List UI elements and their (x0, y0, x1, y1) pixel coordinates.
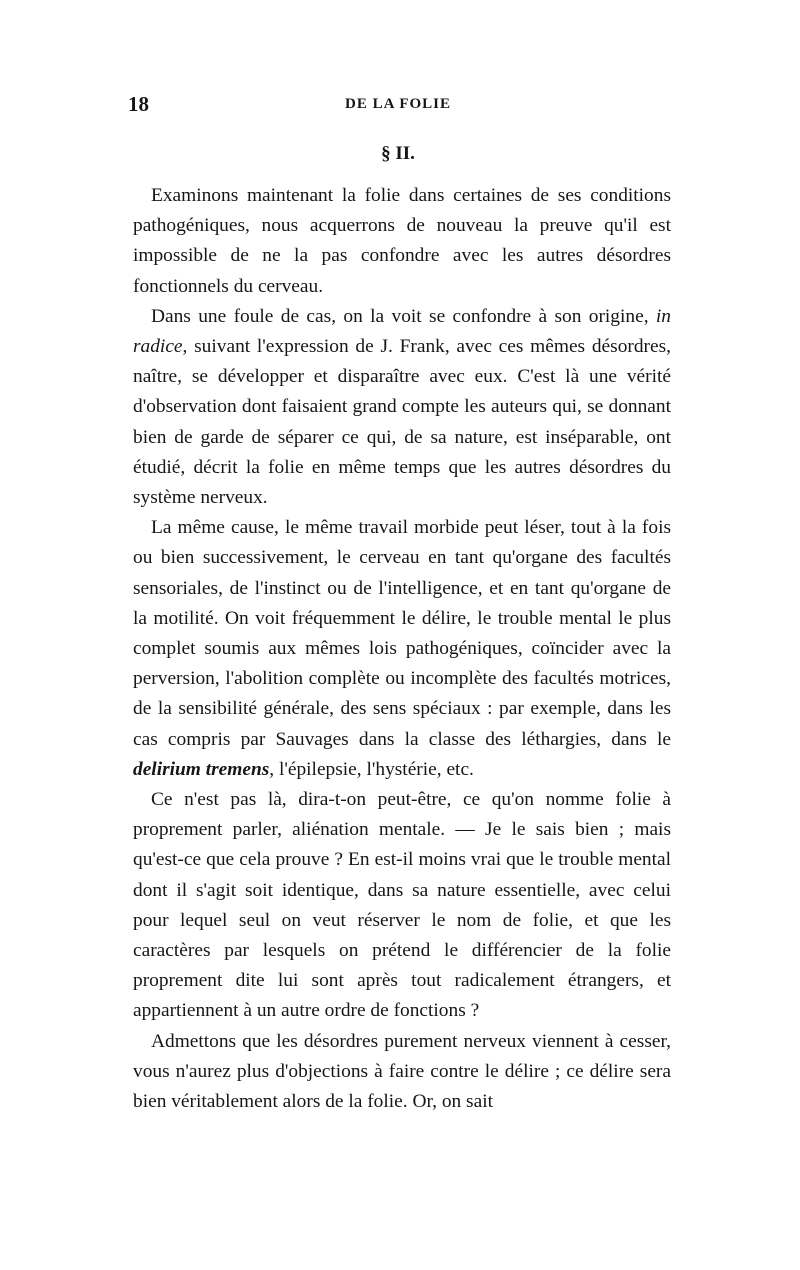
italic-term-in-radice: in radice (133, 305, 671, 358)
paragraph-5: Admettons que les désordres purement nerveux viennent à cesser, vous n'aurez plus d'objections à faire contre le délire ; ce délire sera bien véritablement alors de la folie. Or, on sait (133, 1030, 671, 1113)
paragraph-3-text-a: La même cause, le même travail morbide peut léser, tout à la fois ou bien successivement, le cerveau en tant qu'organe des facultés sensoriales, de l'instinct ou de l'intelligence, et en tant qu'organe de la motilité. On voit fréquemment le délire, le trouble mental le plus complet soumis aux mêmes lois pathogéniques, coïncider avec la perversion, l'abolition complète ou incomplète des facultés motrices, de la sensibilité générale, des sens spéciaux : par exemple, dans les cas compris par Sauvages dans la classe des léthargies, dans le (133, 517, 671, 750)
paragraph-1: Examinons maintenant la folie dans certaines de ses conditions pathogéniques, nous acquerrons de nouveau la preuve qu'il est impossible de ne la pas confondre avec les autres désordres fonctionnels du cerveau. (133, 185, 671, 297)
body-text (133, 181, 671, 1117)
italic-term-delirium-tremens: delirium tremens (133, 758, 270, 780)
paragraph-2-text-b: , suivant l'expression de J. Frank, avec ces mêmes désordres, naître, se développer et disparaître avec eux. C'est là une vérité d'observation dont faisaient grand compte les auteurs qui, se donnant bien de garde de séparer ce qui, de sa nature, est inséparable, ont étudié, décrit la folie en même temps que les autres désordres du système nerveux. (133, 336, 671, 509)
paragraph-3-text-b: , l'épilepsie, l'hystérie, etc. (269, 758, 474, 780)
paragraph-2 (133, 302, 671, 513)
page-header (128, 92, 668, 122)
section-heading: § II. (381, 143, 415, 164)
running-title: DE LA FOLIE (344, 96, 452, 112)
paragraph-2-text-a: Dans une foule de cas, on la voit se confondre à son origine, (151, 305, 656, 327)
page-number: 18 (128, 92, 149, 116)
paragraph-4: Ce n'est pas là, dira-t-on peut-être, ce qu'on nomme folie à proprement parler, aliénation mentale. — Je le sais bien ; mais qu'est-ce que cela prouve ? En est-il moins vrai que le trouble mental dont il s'agit soit identique, dans sa nature essentielle, avec celui pour lequel seul on veut réserver le nom de folie, et que les caractères par lesquels on prétend le différencier de la folie proprement dite lui sont après tout radicalement étrangers, et appartiennent à un autre ordre de fonctions ? (133, 789, 671, 1022)
paragraph-3 (133, 513, 671, 785)
